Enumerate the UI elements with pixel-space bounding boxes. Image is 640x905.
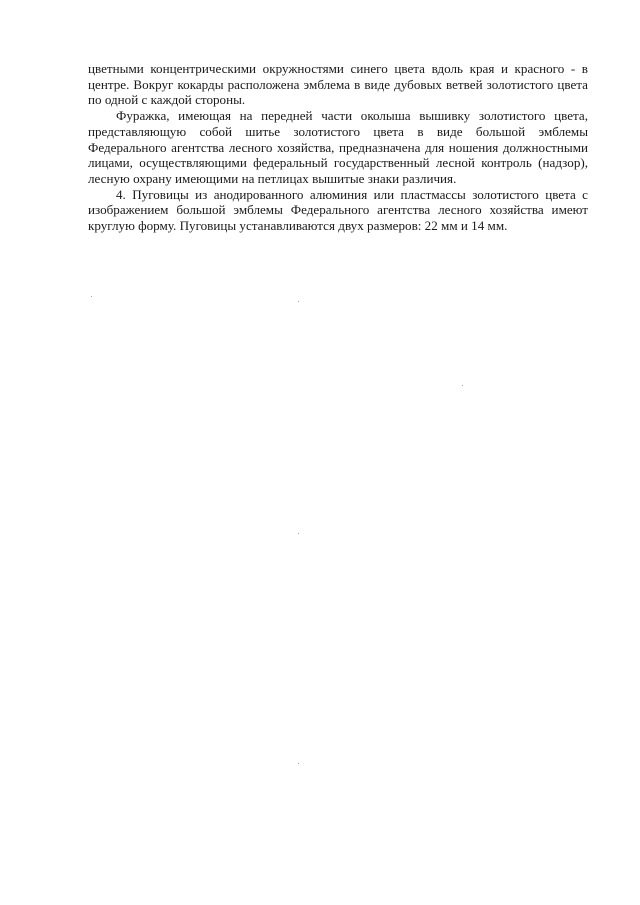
paragraph-cockade: цветными концентрическими окружностями синего цвета вдоль края и красного - в центре. Вокруг кокарды расположена эмблема в виде дубовых ветвей золотистого цвета по одной с каждой стороны. bbox=[88, 61, 588, 108]
scan-speck bbox=[298, 533, 299, 534]
scan-speck bbox=[298, 763, 299, 764]
paragraph-cap: Фуражка, имеющая на передней части околыша вышивку золотистого цвета, представляющую собой шитье золотистого цвета в виде большой эмблемы Федерального агентства лесного хозяйства, предназначена для ношения должностными лицами, осуществляющими федеральный государственный лесной контроль (надзор), лесную охрану имеющими на петлицах вышитые знаки различия. bbox=[88, 108, 588, 186]
scan-speck bbox=[462, 385, 463, 386]
document-body bbox=[88, 61, 588, 234]
paragraph-buttons: 4. Пуговицы из анодированного алюминия или пластмассы золотистого цвета с изображением большой эмблемы Федерального агентства лесного хозяйства имеют круглую форму. Пуговицы устанавливаются двух размеров: 22 мм и 14 мм. bbox=[88, 186, 588, 234]
scan-speck bbox=[91, 296, 92, 297]
scan-speck bbox=[298, 301, 299, 302]
